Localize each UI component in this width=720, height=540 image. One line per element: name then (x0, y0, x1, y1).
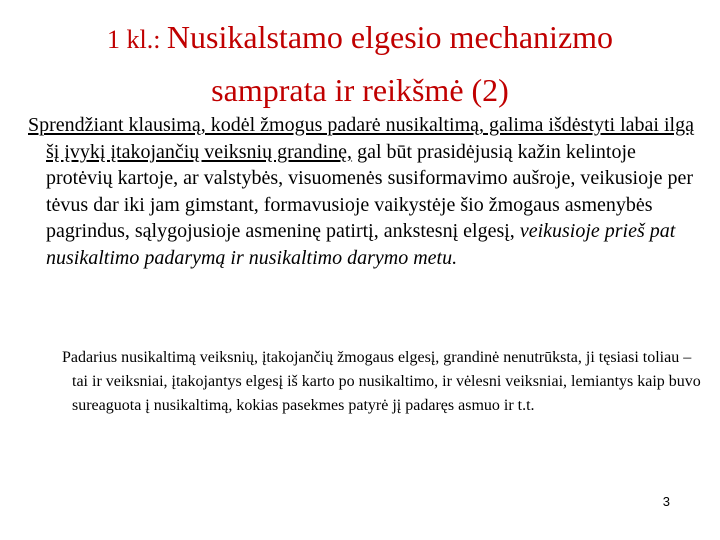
title-line-1: Nusikalstamo elgesio mechanizmo (166, 19, 614, 55)
main-paragraph-underlined: Sprendžiant klausimą, kodėl žmogus padarė nusikaltimą, galima išdėstyti labai ilgą šį įvykį įtakojančių veiksnių grandinę, (28, 114, 694, 163)
title-line-2: samprata ir reikšmė (2) (211, 72, 509, 108)
sub-paragraph: Padarius nusikaltimą veiksnių, įtakojančių žmogaus elgesį, grandinė nenutrūksta, ji tęsiasi toliau – tai ir veiksniai, įtakojantys elgesį iš karto po nusikaltimo, ir vėlesni veiksniai, lemiantys kaip buvo sureaguota į nusikaltimą, kokias pasekmes patyrė jį padaręs asmuo ir t.t. (62, 349, 701, 414)
slide-title (0, 14, 720, 113)
main-paragraph (28, 112, 706, 272)
main-paragraph-italic: veikusioje prieš pat nusikaltimo padarymą ir nusikaltimo darymo metu. (46, 220, 676, 269)
main-paragraph-regular: gal būt prasidėjusią kažin kelintoje protėvių kartoje, ar valstybės, visuomenės susiformavimo aušroje, veikusioje per tėvus dar iki jam gimstant, formavusioje vaikystėje šio žmogaus asmenybės pagrindus, sąlygojusioje asmeninę patirtį, ankstesnį elgesį, (46, 140, 694, 243)
page-number: 3 (662, 494, 670, 509)
title-prefix: 1 kl.: (106, 25, 167, 54)
